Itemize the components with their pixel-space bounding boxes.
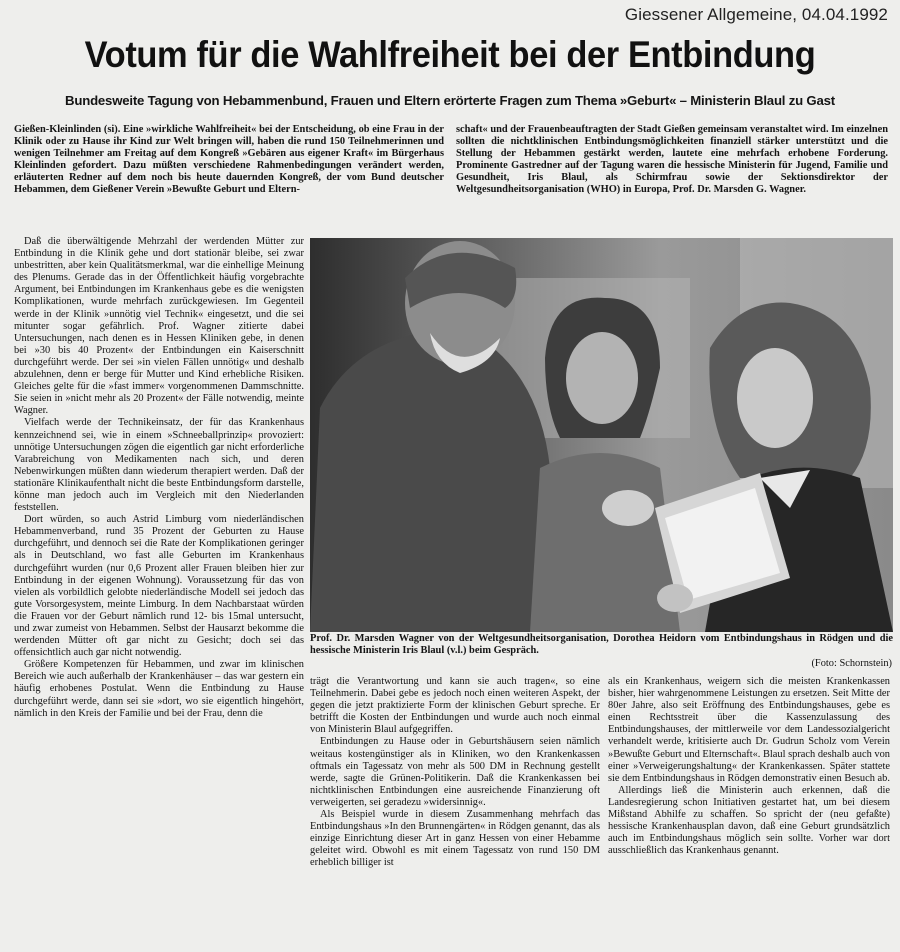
column3-paragraph-2: Allerdings ließ die Ministerin auch erkennen, daß die Landesregierung schon Initiativen gestartet hat, um bei diesem Mißstand Abhilfe zu schaffen. So spricht der (neu gefaßte) hessische Krankenhausplan davon, daß eine Geburt grundsätzlich auch im Entbindungshaus möglich sein sollte. Vorher war dort ausschließlich das Krankenhaus genannt. xyxy=(608,784,890,857)
article-photo xyxy=(310,238,893,632)
lead-paragraph-left: Gießen-Kleinlinden (si). Eine »wirkliche Wahlfreiheit« bei der Entscheidung, ob eine Frau in der Klinik oder zu Hause ihr Kind zur Welt bringen will, haben die rund 150 Teilnehmerinnen und wenigen Teilnehmer am Freitag auf dem Kongreß »Gebären aus eigener Kraft« im Bürgerhaus Kleinlinden gefordert. Dazu müßten verschiedene Rahmenbedingungen verändert werden, erläuterten Redner auf dem noch bis heute dauernden Kongreß, der vom Bund deutscher Hebammen, dem Gießener Verein »Bewußte Geburt und Eltern- xyxy=(14,124,444,196)
column2-paragraph-1: trägt die Verantwortung und kann sie auch tragen«, so eine Teilnehmerin. Dabei gebe es jedoch noch einen weiteren Aspekt, der gegen die jetzt praktizierte Form der klinischen Geburt spreche. Er betrifft die Kosten der Entbindungen und wurde auch noch einmal von Ministerin Blaul aufgegriffen. xyxy=(310,676,600,736)
column3-paragraph-1: als ein Krankenhaus, weigern sich die meisten Krankenkassen bisher, hier wahrgenommene Leistungen zu ersetzen. Seit Mitte der 80er Jahre, also seit Eröffnung des Entbindungshauses, gebe es einen Rechtsstreit über die Kassenzulassung des Entbindungshauses, der mittlerweile vor dem Landessozialgericht verhandelt werde, kritisierte auch Dr. Gudrun Scholz vom Verein »Bewußte Geburt und Elternschaft«. Blaul sprach deshalb auch von einer »Verweigerungshaltung« der Krankenkassen. Später stattete sie dem Entbindungshaus in Rödgen demonstrativ einen Besuch ab. xyxy=(608,676,890,784)
photo-credit: (Foto: Schornstein) xyxy=(811,658,892,669)
lead-paragraph-right: schaft« und der Frauenbeauftragten der Stadt Gießen gemeinsam veranstaltet wird. Im einzelnen sollten die nichtklinischen Entbindungsmöglichkeiten finanziell stärker unterstützt und die Stellung der Hebammen gestärkt werden, lautete eine mehrfach erhobene Forderung. Prominente Gastredner auf der Tagung waren die hessische Ministerin für Jugend, Familie und Gesundheit, Iris Blaul, als Schirmfrau sowie der Sektionsdirektor der Weltgesundheitsorganisation (WHO) in Europa, Prof. Dr. Marsden G. Wagner. xyxy=(456,124,888,196)
column1-paragraph-3: Dort würden, so auch Astrid Limburg vom niederländischen Hebammenverband, rund 35 Prozent der Geburten zu Hause durchgeführt, und dennoch sei die Rate der Komplikationen geringer als in Deutschland, wo fast alle Geburten im Krankenhaus durchgeführt wurden (nur 0,6 Prozent aller Frauen bleiben hier zur Entbindung in der eigenen Wohnung). Voraussetzung für das von vielen als vorbildlich gelobte niederländische Modell sei jedoch das gute Vorsorgesystem, meinte Limburg. In dem Nachbarstaat würden die Frauen vor der Geburt nämlich rund 12- bis 15mal untersucht, und zwar zumeist von Hebammen. Selbst der Hausarzt bekomme die werdenden Mütter oft gar nicht zu Gesicht; doch sei das offensichtlich auch gar nicht notwendig. xyxy=(14,514,304,659)
photo-illustration xyxy=(310,238,893,632)
article-column-3 xyxy=(608,676,890,952)
article-column-1 xyxy=(14,236,304,952)
photo-caption: Prof. Dr. Marsden Wagner von der Weltgesundheitsorganisation, Dorothea Heidorn vom Entbindungshaus in Rödgen und die hessische Ministerin Iris Blaul (v.l.) beim Gespräch. xyxy=(310,633,893,657)
column1-paragraph-1: Daß die überwältigende Mehrzahl der werdenden Mütter zur Entbindung in die Klinik gehe und dort stationär bleibe, sei zwar unbestritten, aber kein Qualitätsmerkmal, war die einhellige Meinung des Plenums. Gerade das in der Öffentlichkeit häufig vorgebrachte Argument, bei Entbindungen im Krankenhaus gebe es die wenigsten Komplikationen, wurde mehrfach zurückgewiesen. Im Gegenteil werde in der Klinik »unnötig viel Technik« eingesetzt, und die sei mitunter sogar gefährlich. Prof. Wagner zitierte dabei Untersuchungen, nach denen es in Hessen Kliniken gebe, in denen bei »30 bis 40 Prozent« der Entbindungen ein Kaiserschnitt durchgeführt werde. Der sei »in vielen Fällen unnötig« und deshalb abzulehnen, denn er berge für Mutter und Kind erhebliche Risiken. Gleiches gelte für die »fast immer« vorgenommenen Dammschnitte. Sie seien in »nicht mehr als 20 Prozent« der Fälle notwendig, meinte Wagner. xyxy=(14,236,304,417)
column1-paragraph-2: Vielfach werde der Technikeinsatz, der für das Krankenhaus kennzeichnend sei, wie in einem »Schneeballprinzip« provoziert: unnötige Untersuchungen zögen die eigentlich gar nicht erforderliche Varabreichung von Medikamenten nach sich, und deren Nebenwirkungen müßten dann wiederum therapiert werden. Daß der stationäre Klinikaufenthalt nicht die beste Entbindungsform darstelle, könne man jedoch auch im Vergleich mit den Niederlanden feststellen. xyxy=(14,417,304,514)
column2-paragraph-3: Als Beispiel wurde in diesem Zusammenhang mehrfach das Entbindungshaus »In den Brunnengärten« in Rödgen genannt, das als einzige Einrichtung dieser Art in ganz Hessen von einer Hebamme geleitet wird. Obwohl es mit einem Tagessatz von rund 150 DM erheblich billiger ist xyxy=(310,809,600,869)
source-line: Giessener Allgemeine, 04.04.1992 xyxy=(624,5,888,24)
column1-paragraph-4: Größere Kompetenzen für Hebammen, und zwar im klinischen Bereich wie auch außerhalb der Krankenhäuser – das war gestern ein häufig erhobenes Postulat. Wenn die Entbindung zu Hause durchgeführt werde, dann sei sie »dort, wo sie eigentlich hingehört, nämlich in den Kreis der Familie und bei der Frau, denn die xyxy=(14,659,304,719)
article-column-2 xyxy=(310,676,600,952)
headline: Votum für die Wahlfreiheit bei der Entbindung xyxy=(84,34,816,75)
column2-paragraph-2: Entbindungen zu Hause oder in Geburtshäusern seien nämlich weitaus kostengünstiger als in Kliniken, wo den Krankenkassen oftmals ein Tagessatz von mehr als 500 DM in Rechnung gestellt werde, sagte die Grünen-Politikerin. Daß die Krankenkassen bei nichtklinischen Entbindungen eine ausreichende Finanzierung oft verweigerten, sei geradezu »widersinnig«. xyxy=(310,736,600,808)
subheadline: Bundesweite Tagung von Hebammenbund, Frauen und Eltern erörterte Fragen zum Thema »Geburt« – Ministerin Blaul zu Gast xyxy=(65,93,835,108)
